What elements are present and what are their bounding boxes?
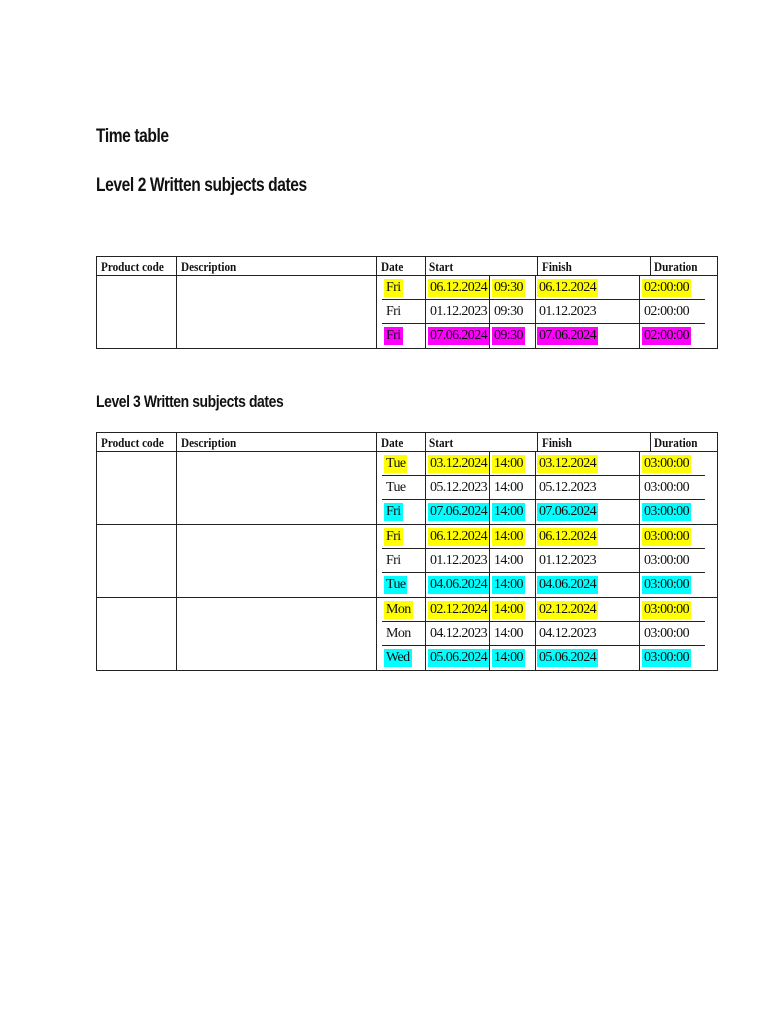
finish-date-cell: 07.06.2024 — [539, 504, 597, 519]
schedule-rows — [382, 598, 705, 670]
start-time-cell: 14:00 — [494, 456, 523, 471]
header-start: Start — [429, 435, 454, 450]
finish-date-cell: 03.12.2024 — [539, 456, 597, 471]
duration-cell: 03:00:00 — [644, 456, 689, 471]
start-time-cell: 09:30 — [494, 328, 523, 343]
page-title: Time table — [96, 126, 169, 147]
schedule-group — [96, 276, 718, 349]
table-row — [382, 598, 705, 622]
start-time-cell: 09:30 — [494, 304, 523, 319]
level3-heading: Level 3 Written subjects dates — [96, 392, 284, 411]
duration-cell: 03:00:00 — [644, 529, 689, 544]
finish-date-cell: 01.12.2023 — [539, 553, 597, 568]
level2-heading: Level 2 Written subjects dates — [96, 175, 307, 196]
finish-date-cell: 06.12.2024 — [539, 529, 597, 544]
start-date-cell: 04.12.2023 — [430, 626, 488, 641]
day-cell: Mon — [386, 626, 411, 641]
product-code-cell — [101, 601, 105, 619]
product-code-cell — [101, 455, 105, 473]
start-date-cell: 07.06.2024 — [430, 504, 488, 519]
finish-date-cell: 01.12.2023 — [539, 304, 597, 319]
finish-date-cell: 04.06.2024 — [539, 577, 597, 592]
level3-table — [96, 432, 718, 671]
start-time-cell: 14:00 — [494, 602, 523, 617]
table-row — [382, 646, 705, 670]
duration-cell: 03:00:00 — [644, 626, 689, 641]
day-cell: Tue — [386, 480, 406, 495]
day-cell: Mon — [386, 602, 411, 617]
finish-date-cell: 05.12.2023 — [539, 480, 597, 495]
start-time-cell: 09:30 — [494, 280, 523, 295]
header-duration: Duration — [654, 259, 698, 274]
level2-groups — [96, 276, 718, 349]
start-date-cell: 05.06.2024 — [430, 650, 488, 665]
start-date-cell: 04.06.2024 — [430, 577, 488, 592]
start-date-cell: 03.12.2024 — [430, 456, 488, 471]
start-time-cell: 14:00 — [494, 626, 523, 641]
finish-date-cell: 06.12.2024 — [539, 280, 597, 295]
description-cell — [181, 279, 185, 297]
finish-date-cell: 04.12.2023 — [539, 626, 597, 641]
finish-date-cell: 07.06.2024 — [539, 328, 597, 343]
header-description: Description — [181, 435, 237, 450]
start-time-cell: 14:00 — [494, 480, 523, 495]
day-cell: Wed — [386, 650, 410, 665]
start-time-cell: 14:00 — [494, 504, 523, 519]
description-cell — [181, 528, 185, 546]
header-description: Description — [181, 259, 237, 274]
header-product-code: Product code — [101, 259, 164, 274]
start-date-cell: 05.12.2023 — [430, 480, 488, 495]
start-date-cell: 06.12.2024 — [430, 280, 488, 295]
header-start: Start — [429, 259, 454, 274]
header-date: Date — [381, 435, 404, 450]
table-row — [382, 622, 705, 646]
table-row — [382, 452, 705, 476]
start-date-cell: 07.06.2024 — [430, 328, 488, 343]
table-row — [382, 573, 705, 597]
finish-date-cell: 02.12.2024 — [539, 602, 597, 617]
start-date-cell: 01.12.2023 — [430, 553, 488, 568]
day-cell: Tue — [386, 577, 406, 592]
table-header-row — [96, 432, 718, 452]
table-header-row — [96, 256, 718, 276]
table-row — [382, 549, 705, 573]
table-row — [382, 276, 705, 300]
start-date-cell: 01.12.2023 — [430, 304, 488, 319]
day-cell: Fri — [386, 529, 401, 544]
table-row — [382, 476, 705, 500]
header-date: Date — [381, 259, 404, 274]
day-cell: Tue — [386, 456, 406, 471]
schedule-rows — [382, 525, 705, 597]
duration-cell: 03:00:00 — [644, 602, 689, 617]
day-cell: Fri — [386, 328, 401, 343]
duration-cell: 03:00:00 — [644, 577, 689, 592]
level3-groups — [96, 452, 718, 671]
schedule-rows — [382, 452, 705, 524]
start-date-cell: 06.12.2024 — [430, 529, 488, 544]
product-code-cell — [101, 279, 105, 297]
table-row — [382, 300, 705, 324]
table-row — [382, 525, 705, 549]
table-row — [382, 500, 705, 524]
start-time-cell: 14:00 — [494, 553, 523, 568]
header-finish: Finish — [542, 435, 572, 450]
day-cell: Fri — [386, 280, 401, 295]
product-code-cell — [101, 528, 105, 546]
day-cell: Fri — [386, 553, 401, 568]
day-cell: Fri — [386, 304, 401, 319]
header-product-code: Product code — [101, 435, 164, 450]
finish-date-cell: 05.06.2024 — [539, 650, 597, 665]
schedule-group — [96, 525, 718, 598]
schedule-rows — [382, 276, 705, 348]
start-time-cell: 14:00 — [494, 577, 523, 592]
duration-cell: 03:00:00 — [644, 553, 689, 568]
duration-cell: 02:00:00 — [644, 328, 689, 343]
start-time-cell: 14:00 — [494, 650, 523, 665]
start-date-cell: 02.12.2024 — [430, 602, 488, 617]
header-duration: Duration — [654, 435, 698, 450]
schedule-group — [96, 598, 718, 671]
description-cell — [181, 455, 185, 473]
duration-cell: 02:00:00 — [644, 304, 689, 319]
table-row — [382, 324, 705, 348]
start-time-cell: 14:00 — [494, 529, 523, 544]
duration-cell: 03:00:00 — [644, 504, 689, 519]
header-finish: Finish — [542, 259, 572, 274]
schedule-group — [96, 452, 718, 525]
duration-cell: 03:00:00 — [644, 650, 689, 665]
level2-table — [96, 256, 718, 349]
description-cell — [181, 601, 185, 619]
duration-cell: 02:00:00 — [644, 280, 689, 295]
duration-cell: 03:00:00 — [644, 480, 689, 495]
day-cell: Fri — [386, 504, 401, 519]
